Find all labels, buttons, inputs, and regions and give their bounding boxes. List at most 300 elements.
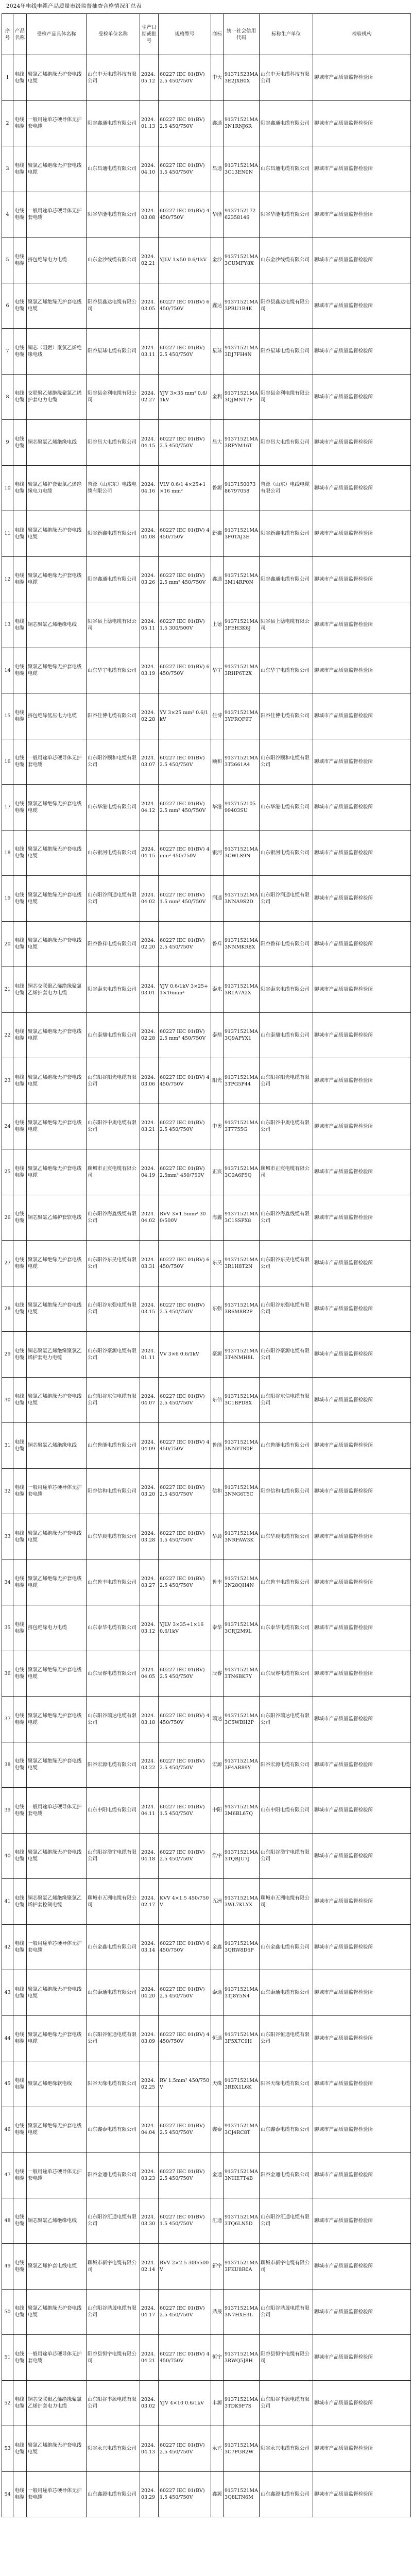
production-date-cell: 2024.04.08 (140, 511, 159, 557)
product-detail-cell: 聚氯乙烯绝缘无护套电线电缆 (27, 1104, 87, 1149)
inspected-unit-cell: 山东泰华电缆有限公司 (87, 1605, 140, 1651)
credit-code-cell: 91371521MA3NHE7T4B (224, 2153, 260, 2198)
spec-model-cell: 60227 IEC 01(BV) 6 450/750V (159, 1241, 211, 1286)
product-name-cell: 电线电缆 (13, 2107, 27, 2153)
inspected-unit-cell: 山东华晨电缆有限公司 (87, 1514, 140, 1560)
product-detail-cell: 聚氯乙烯绝缘无护套电线电缆 (27, 1286, 87, 1332)
spec-model-cell: 60227 IEC 01(BV) 2.5 450/750V (159, 921, 211, 967)
row-index-cell: 52 (2, 2380, 13, 2426)
production-date-cell: 2024.03.31 (140, 1241, 159, 1286)
spec-model-cell: RVV 3×1.5mm² 300/500V (159, 1195, 211, 1241)
trademark-cell: 新宇 (211, 2244, 224, 2290)
manufacturer-cell: 山东阳谷恒通电缆有限公司 (260, 2015, 313, 2061)
inspection-agency-cell: 聊城市产品质量监督检验所 (313, 2153, 411, 2198)
inspection-agency-cell: 聊城市产品质量监督检验所 (313, 2335, 411, 2381)
header-cell: 商标 (211, 14, 224, 55)
credit-code-cell: 91371521MA3TQ6LN5D (224, 2198, 260, 2244)
product-name-cell: 电线电缆 (13, 55, 27, 101)
table-row (2, 1605, 411, 1651)
manufacturer-cell: 阳谷鲁祥电缆有限公司 (260, 921, 313, 967)
product-detail-cell: 挤包绝缘低压电力电缆 (27, 693, 87, 739)
inspection-agency-cell: 聊城市产品质量监督检验所 (313, 1924, 411, 1970)
inspection-agency-cell: 聊城市产品质量监督检验所 (313, 238, 411, 283)
production-date-cell: 2024.02.17 (140, 1879, 159, 1925)
table-row (2, 693, 411, 739)
table-row (2, 1651, 411, 1697)
row-index-cell: 38 (2, 1742, 13, 1788)
product-detail-cell: 聚氯乙烯绝缘无护套电线电缆 (27, 830, 87, 876)
table-row (2, 1468, 411, 1514)
product-name-cell: 电线电缆 (13, 1651, 27, 1697)
inspected-unit-cell: 阳谷鑫通电缆有限公司 (87, 100, 140, 146)
inspected-unit-cell: 阳谷鑫通电缆有限公司 (87, 556, 140, 602)
product-detail-cell: 铜芯（阻燃）聚氯乙烯绝缘电线 (27, 329, 87, 375)
product-detail-cell: 聚氯乙烯绝缘无护套电线电缆 (27, 1560, 87, 1605)
product-name-cell: 电线电缆 (13, 1605, 27, 1651)
inspected-unit-cell: 阳谷县上德电缆有限公司 (87, 602, 140, 648)
spec-model-cell: 60227 IEC 01(BV) 1.5 450/750V (159, 1788, 211, 1834)
trademark-cell: 信和 (211, 1468, 224, 1514)
product-detail-cell: 聚氯乙烯绝缘无护套电线电缆 (27, 1970, 87, 2016)
trademark-cell: 东强 (211, 1286, 224, 1332)
credit-code-cell: 91371521MA3CUMFY8X (224, 238, 260, 283)
row-index-cell: 50 (2, 2289, 13, 2335)
production-date-cell: 2024.04.20 (140, 1970, 159, 2016)
table-row (2, 100, 411, 146)
table-row (2, 2153, 411, 2198)
production-date-cell: 2024.03.23 (140, 2153, 159, 2198)
product-name-cell: 电线电缆 (13, 1560, 27, 1605)
manufacturer-cell: 阳谷宏源电缆有限公司 (260, 1742, 313, 1788)
production-date-cell: 2024.04.21 (140, 2335, 159, 2381)
inspection-agency-cell: 聊城市产品质量监督检验所 (313, 2244, 411, 2290)
credit-code-cell: 91371521MA3NNYTR0F (224, 1423, 260, 1469)
row-index-cell: 31 (2, 1423, 13, 1469)
inspection-agency-cell: 聊城市产品质量监督检验所 (313, 465, 411, 511)
row-index-cell: 46 (2, 2107, 13, 2153)
spec-model-cell: 60227 IEC 01(BV) 2.5 450/750V (159, 1833, 211, 1879)
production-date-cell: 2024.04.17 (140, 2289, 159, 2335)
inspected-unit-cell: 聊城市正宸电缆有限公司 (87, 1149, 140, 1195)
credit-code-cell: 91371521MA3Q8LTN6M (224, 2471, 260, 2517)
credit-code-cell: 91371521MA3C13EN0N (224, 146, 260, 192)
product-name-cell: 电线电缆 (13, 2471, 27, 2517)
product-detail-cell: 聚氯乙烯绝缘无护套电线电缆 (27, 1149, 87, 1195)
row-index-cell: 4 (2, 192, 13, 238)
inspected-unit-cell: 山东阳谷中奥电缆有限公司 (87, 1104, 140, 1149)
product-detail-cell: 铜芯聚氯乙烯绝缘电线 (27, 602, 87, 648)
product-detail-cell: 聚氯乙烯护套电线电缆 (27, 2244, 87, 2290)
product-detail-cell: 交联聚乙烯绝缘聚氯乙烯护套电力电缆 (27, 374, 87, 420)
spec-model-cell: 60227 IEC 01(BV) 2.5 450/750V (159, 329, 211, 375)
trademark-cell: 鑫通 (211, 100, 224, 146)
inspection-agency-cell: 聊城市产品质量监督检验所 (313, 420, 411, 466)
table-row (2, 2335, 411, 2381)
inspection-agency-cell: 聊城市产品质量监督检验所 (313, 693, 411, 739)
spec-model-cell: BVV 2×2.5 300/500V (159, 2244, 211, 2290)
manufacturer-cell: 阳谷金通电缆有限公司 (260, 2153, 313, 2198)
row-index-cell: 14 (2, 648, 13, 693)
trademark-cell: 鲁源 (211, 465, 224, 511)
inspected-unit-cell: 阳谷佳博电缆有限公司 (87, 693, 140, 739)
inspected-unit-cell: 阳谷泰来电缆有限公司 (87, 967, 140, 1013)
header-cell: 规格型号 (159, 14, 211, 55)
product-name-cell: 电线电缆 (13, 192, 27, 238)
row-index-cell: 40 (2, 1833, 13, 1879)
product-detail-cell: 聚氯乙烯绝缘无护套电线电缆 (27, 511, 87, 557)
manufacturer-cell: 山东鲁丰电缆有限公司 (260, 1560, 313, 1605)
product-detail-cell: 一般用途单芯硬导体无护套电缆 (27, 192, 87, 238)
row-index-cell: 19 (2, 876, 13, 922)
product-name-cell: 电线电缆 (13, 556, 27, 602)
inspection-agency-cell: 聊城市产品质量监督检验所 (313, 1286, 411, 1332)
inspection-agency-cell: 聊城市产品质量监督检验所 (313, 739, 411, 785)
row-index-cell: 10 (2, 465, 13, 511)
inspected-unit-cell: 山东阳谷瑞达电缆有限公司 (87, 1697, 140, 1742)
product-detail-cell: 挤包绝缘电力电缆 (27, 1605, 87, 1651)
product-name-cell: 电线电缆 (13, 1468, 27, 1514)
production-date-cell: 2024.04.09 (140, 1423, 159, 1469)
table-row (2, 2015, 411, 2061)
production-date-cell: 2024.03.27 (140, 1560, 159, 1605)
header-cell: 受检产品具体名称 (27, 14, 87, 55)
inspection-agency-cell: 聊城市产品质量监督检验所 (313, 192, 411, 238)
credit-code-cell: 91371521MA3QRW8D6P (224, 1924, 260, 1970)
row-index-cell: 6 (2, 283, 13, 329)
trademark-cell: 海鑫 (211, 1195, 224, 1241)
product-name-cell: 电线电缆 (13, 602, 27, 648)
header-cell: 序号 (2, 14, 13, 55)
manufacturer-cell: 山东中阳电缆有限公司 (260, 1788, 313, 1834)
inspection-agency-cell: 聊城市产品质量监督检验所 (313, 374, 411, 420)
inspected-unit-cell: 阳谷县恒宇电缆有限公司 (87, 2335, 140, 2381)
inspection-agency-cell: 聊城市产品质量监督检验所 (313, 1377, 411, 1423)
production-date-cell: 2024.03.19 (140, 648, 159, 693)
row-index-cell: 30 (2, 1377, 13, 1423)
row-index-cell: 49 (2, 2244, 13, 2290)
production-date-cell: 2024.01.13 (140, 100, 159, 146)
credit-code-cell: 91371521MA3CWLS9N (224, 830, 260, 876)
manufacturer-cell: 山东阳谷东信电缆有限公司 (260, 1377, 313, 1423)
inspection-agency-cell: 聊城市产品质量监督检验所 (313, 1332, 411, 1378)
trademark-cell: 瑞达 (211, 1697, 224, 1742)
inspected-unit-cell: 山东阳谷鼎晟电缆有限公司 (87, 2289, 140, 2335)
spec-model-cell: 60227 IEC 01(BV) 2.5 450/750V (159, 739, 211, 785)
trademark-cell: 豪源 (211, 1332, 224, 1378)
spec-model-cell: 60227 IEC 01(BV) 1.5 450/750V (159, 2471, 211, 2517)
inspected-unit-cell: 鲁源（山东东）电线电缆有限公司 (87, 465, 140, 511)
table-body (2, 55, 411, 2517)
spec-model-cell: YJV 3×35 mm² 0.6/1kV (159, 374, 211, 420)
production-date-cell: 2024.03.14 (140, 1924, 159, 1970)
manufacturer-cell: 阳谷昌大电缆有限公司 (260, 420, 313, 466)
credit-code-cell: 91371521MA3M14RP0N (224, 556, 260, 602)
inspection-agency-cell: 聊城市产品质量监督检验所 (313, 1104, 411, 1149)
product-name-cell: 电线电缆 (13, 739, 27, 785)
product-name-cell: 电线电缆 (13, 329, 27, 375)
inspection-agency-cell: 聊城市产品质量监督检验所 (313, 1514, 411, 1560)
inspected-unit-cell: 山东泰通电缆有限公司 (87, 1970, 140, 2016)
table-row (2, 1788, 411, 1834)
product-detail-cell: 聚氯乙烯绝缘无护套电线电缆 (27, 283, 87, 329)
trademark-cell: 昌通 (211, 146, 224, 192)
table-row (2, 2061, 411, 2107)
credit-code-cell: 91371521MA3TJ8Y5N4 (224, 1970, 260, 2016)
manufacturer-cell: 阳谷信和电缆有限公司 (260, 1468, 313, 1514)
inspected-unit-cell: 山东金鑫电缆有限公司 (87, 1924, 140, 1970)
row-index-cell: 36 (2, 1651, 13, 1697)
spec-model-cell: 60227 IEC 01(BV) 2.5 450/750V (159, 100, 211, 146)
credit-code-cell: 91371521MA3CJ4RC8T (224, 2107, 260, 2153)
product-name-cell: 电线电缆 (13, 2061, 27, 2107)
inspected-unit-cell: 山东鑫泰电缆有限公司 (87, 2107, 140, 2153)
table-row (2, 967, 411, 1013)
credit-code-cell: 91371521MA3WL7KLYX (224, 1879, 260, 1925)
manufacturer-cell: 山东华晨电缆有限公司 (260, 1514, 313, 1560)
inspection-agency-cell: 聊城市产品质量监督检验所 (313, 1879, 411, 1925)
inspected-unit-cell: 山东中阳电缆有限公司 (87, 1788, 140, 1834)
inspection-agency-cell: 聊城市产品质量监督检验所 (313, 785, 411, 831)
credit-code-cell: 913715217262358146 (224, 192, 260, 238)
row-index-cell: 35 (2, 1605, 13, 1651)
trademark-cell: 东昊 (211, 1241, 224, 1286)
manufacturer-cell: 阳谷永兴电缆有限公司 (260, 2426, 313, 2472)
row-index-cell: 18 (2, 830, 13, 876)
credit-code-cell: 91371521MA3RBX1L6K (224, 2061, 260, 2107)
inspection-agency-cell: 聊城市产品质量监督检验所 (313, 1058, 411, 1104)
product-detail-cell: 聚氯乙烯绝缘无护套电线电缆 (27, 1012, 87, 1058)
inspection-agency-cell: 聊城市产品质量监督检验所 (313, 556, 411, 602)
product-name-cell: 电线电缆 (13, 2289, 27, 2335)
table-row (2, 1970, 411, 2016)
row-index-cell: 33 (2, 1514, 13, 1560)
row-index-cell: 29 (2, 1332, 13, 1378)
inspection-agency-cell: 聊城市产品质量监督检验所 (313, 1468, 411, 1514)
inspected-unit-cell: 阳谷华能电缆有限公司 (87, 192, 140, 238)
inspection-agency-cell: 聊城市产品质量监督检验所 (313, 967, 411, 1013)
trademark-cell: 鼎晟 (211, 2289, 224, 2335)
production-date-cell: 2024.03.21 (140, 1104, 159, 1149)
table-row (2, 1560, 411, 1605)
manufacturer-cell: 山东泰鼎电缆有限公司 (260, 1012, 313, 1058)
production-date-cell: 2024.04.15 (140, 420, 159, 466)
credit-code-cell: 91371521MA3DJ7FH4N (224, 329, 260, 375)
production-date-cell: 2024.03.09 (140, 2015, 159, 2061)
product-detail-cell: 挤包绝缘电力电缆 (27, 238, 87, 283)
inspected-unit-cell: 山东鲁能电缆有限公司 (87, 1423, 140, 1469)
credit-code-cell: 91371521MA3F4AR89Y (224, 1742, 260, 1788)
inspection-agency-cell: 聊城市产品质量监督检验所 (313, 1697, 411, 1742)
trademark-cell: 泰来 (211, 967, 224, 1013)
manufacturer-cell: 阳谷县恒宇电缆有限公司 (260, 2335, 313, 2381)
credit-code-cell: 91371521MA3RPYM16T (224, 420, 260, 466)
spec-model-cell: 60227 IEC 01(BV) 2.5 450/750V (159, 2426, 211, 2472)
row-index-cell: 45 (2, 2061, 13, 2107)
product-detail-cell: 聚氯乙烯绝缘无护套电线电缆 (27, 1058, 87, 1104)
production-date-cell: 2024.04.12 (140, 785, 159, 831)
manufacturer-cell: 山东阳谷豪源电缆有限公司 (260, 1332, 313, 1378)
row-index-cell: 16 (2, 739, 13, 785)
inspected-unit-cell: 山东鲁丰电缆有限公司 (87, 1560, 140, 1605)
production-date-cell: 2024.03.15 (140, 1286, 159, 1332)
row-index-cell: 24 (2, 1104, 13, 1149)
product-name-cell: 电线电缆 (13, 1377, 27, 1423)
manufacturer-cell: 山东阳谷汇通电缆有限公司 (260, 2198, 313, 2244)
manufacturer-cell: 阳谷县上德电缆有限公司 (260, 602, 313, 648)
trademark-cell: 华晨 (211, 1514, 224, 1560)
credit-code-cell: 91371521MA3NNG6T5C (224, 1468, 260, 1514)
trademark-cell: 银河 (211, 830, 224, 876)
product-name-cell: 电线电缆 (13, 785, 27, 831)
manufacturer-cell: 阳谷泰来电缆有限公司 (260, 967, 313, 1013)
document-title: 2024年电线电缆产品质量市级监督抽查合格情况汇总表 (6, 3, 142, 9)
trademark-cell: 天缘 (211, 2061, 224, 2107)
table-row (2, 1241, 411, 1286)
row-index-cell: 1 (2, 55, 13, 101)
inspected-unit-cell: 阳谷天缘电缆有限公司 (87, 2061, 140, 2107)
row-index-cell: 9 (2, 420, 13, 466)
credit-code-cell: 91371521MA3N1RNJ6R (224, 100, 260, 146)
row-index-cell: 26 (2, 1195, 13, 1241)
product-name-cell: 电线电缆 (13, 2380, 27, 2426)
production-date-cell: 2024.03.26 (140, 556, 159, 602)
inspected-unit-cell: 阳谷昌大电缆有限公司 (87, 420, 140, 466)
manufacturer-cell: 山东中天电缆科技有限公司 (260, 55, 313, 101)
manufacturer-cell: 山东鑫泰电缆有限公司 (260, 2107, 313, 2153)
spec-model-cell: 60227 IEC 01(BV) 6 450/750V (159, 283, 211, 329)
trademark-cell: 鲁丰 (211, 1560, 224, 1605)
production-date-cell: 2024.01.11 (140, 1332, 159, 1378)
inspected-unit-cell: 山东昌通电缆有限公司 (87, 146, 140, 192)
table-row (2, 238, 411, 283)
credit-code-cell: 91371521MA3C1BPD8X (224, 1377, 260, 1423)
product-name-cell: 电线电缆 (13, 2426, 27, 2472)
row-index-cell: 44 (2, 2015, 13, 2061)
product-name-cell: 电线电缆 (13, 1058, 27, 1104)
product-detail-cell: 一般用途单芯硬导体无护套电缆 (27, 2335, 87, 2381)
product-detail-cell: 一般用途单芯硬导体无护套电缆 (27, 1788, 87, 1834)
manufacturer-cell: 山东银河电缆有限公司 (260, 830, 313, 876)
product-name-cell: 电线电缆 (13, 2244, 27, 2290)
credit-code-cell: 91371521MA3C0A6P5Q (224, 1149, 260, 1195)
row-index-cell: 13 (2, 602, 13, 648)
credit-code-cell: 91371521MA3C7PGR2W (224, 2426, 260, 2472)
trademark-cell: 鑫源 (211, 2471, 224, 2517)
row-index-cell: 8 (2, 374, 13, 420)
trademark-cell: 鑫通 (211, 556, 224, 602)
manufacturer-cell: 山东金沙线缆有限公司 (260, 238, 313, 283)
credit-code-cell: 91371521MA3FEH3K6J (224, 602, 260, 648)
credit-code-cell: 91371521MA3NRFAW3K (224, 1514, 260, 1560)
table-row (2, 1286, 411, 1332)
spec-model-cell: 60227 IEC 01(BV) 2.5 450/750V (159, 1651, 211, 1697)
results-table (2, 13, 411, 2517)
manufacturer-cell: 山东华宇电缆有限公司 (260, 648, 313, 693)
inspected-unit-cell: 山东阳谷润通电缆有限公司 (87, 876, 140, 922)
table-row (2, 2471, 411, 2517)
product-name-cell: 电线电缆 (13, 1924, 27, 1970)
table-row (2, 2426, 411, 2472)
row-index-cell: 17 (2, 785, 13, 831)
inspected-unit-cell: 山东华港电缆有限公司 (87, 785, 140, 831)
inspection-agency-cell: 聊城市产品质量监督检验所 (313, 830, 411, 876)
table-row (2, 283, 411, 329)
manufacturer-cell: 山东辰睿电缆有限公司 (260, 1651, 313, 1697)
table-row (2, 1833, 411, 1879)
spec-model-cell: 60227 IEC 01(BV) 4 450/750V (159, 1423, 211, 1469)
production-date-cell: 2024.03.30 (140, 2198, 159, 2244)
trademark-cell: 阳光 (211, 1058, 224, 1104)
inspected-unit-cell: 山东中天电缆科技有限公司 (87, 55, 140, 101)
trademark-cell: 汇通 (211, 2198, 224, 2244)
product-detail-cell: 铜芯聚氯乙烯绝缘聚氯乙烯护套电力电缆 (27, 1332, 87, 1378)
row-index-cell: 47 (2, 2153, 13, 2198)
trademark-cell: 上德 (211, 602, 224, 648)
spec-model-cell: 60227 IEC 01(BV) 1.5 450/750V (159, 1514, 211, 1560)
row-index-cell: 21 (2, 967, 13, 1013)
spec-model-cell: 60227 IEC 01(BV) 6 450/750V (159, 648, 211, 693)
trademark-cell: 金鑫 (211, 1924, 224, 1970)
product-name-cell: 电线电缆 (13, 693, 27, 739)
table-row (2, 465, 411, 511)
spec-model-cell: 60227 IEC 01(BV) 1.5 450/750V (159, 146, 211, 192)
trademark-cell: 中天 (211, 55, 224, 101)
manufacturer-cell: 山东阳谷东昊电缆有限公司 (260, 1241, 313, 1286)
credit-code-cell: 91371521MA3T2661A4 (224, 739, 260, 785)
trademark-cell: 丰源 (211, 2380, 224, 2426)
inspection-agency-cell: 聊城市产品质量监督检验所 (313, 283, 411, 329)
product-detail-cell: 聚氯乙烯绝缘无护套电线电缆 (27, 1833, 87, 1879)
row-index-cell: 22 (2, 1012, 13, 1058)
trademark-cell: 中阳 (211, 1788, 224, 1834)
credit-code-cell: 91371521MA3T4NMH8L (224, 1332, 260, 1378)
inspection-agency-cell: 聊城市产品质量监督检验所 (313, 602, 411, 648)
spec-model-cell: KVV 4×1.5 450/750V (159, 1879, 211, 1925)
production-date-cell: 2024.04.19 (140, 1149, 159, 1195)
inspected-unit-cell: 山东阳谷东昊电缆有限公司 (87, 1241, 140, 1286)
trademark-cell: 星球 (211, 329, 224, 375)
table-row (2, 192, 411, 238)
product-name-cell: 电线电缆 (13, 420, 27, 466)
inspection-agency-cell: 聊城市产品质量监督检验所 (313, 2107, 411, 2153)
spec-model-cell: 60227 IEC 01(BV) 2.5mm² 450/750V (159, 1149, 211, 1195)
product-name-cell: 电线电缆 (13, 1332, 27, 1378)
product-detail-cell: 聚氯乙烯绝缘无护套电线电缆 (27, 1241, 87, 1286)
production-date-cell: 2024.02.21 (140, 238, 159, 283)
product-name-cell: 电线电缆 (13, 283, 27, 329)
inspected-unit-cell: 聊城市新宇电缆有限公司 (87, 2244, 140, 2290)
inspected-unit-cell: 山东银河电缆有限公司 (87, 830, 140, 876)
inspection-agency-cell: 聊城市产品质量监督检验所 (313, 1833, 411, 1879)
credit-code-cell: 91371521MA3T7755G (224, 1104, 260, 1149)
trademark-cell: 金利 (211, 374, 224, 420)
inspected-unit-cell: 阳谷星球电缆有限公司 (87, 329, 140, 375)
spec-model-cell: 60227 IEC 01(BV) 2.5 450/750V (159, 1468, 211, 1514)
credit-code-cell: 91371521MA3M6BL67Q (224, 1788, 260, 1834)
table-row (2, 1742, 411, 1788)
product-detail-cell: 聚氯乙烯绝缘无护套电线电缆 (27, 1514, 87, 1560)
inspection-agency-cell: 聊城市产品质量监督检验所 (313, 1742, 411, 1788)
table-row (2, 2289, 411, 2335)
inspection-agency-cell: 聊城市产品质量监督检验所 (313, 2198, 411, 2244)
credit-code-cell: 91371521MA3RHP6T2X (224, 648, 260, 693)
production-date-cell: 2024.04.05 (140, 1651, 159, 1697)
product-name-cell: 电线电缆 (13, 2198, 27, 2244)
table-row (2, 1195, 411, 1241)
production-date-cell: 2024.04.15 (140, 830, 159, 876)
product-name-cell: 电线电缆 (13, 2335, 27, 2381)
inspected-unit-cell: 山东金沙线缆有限公司 (87, 238, 140, 283)
